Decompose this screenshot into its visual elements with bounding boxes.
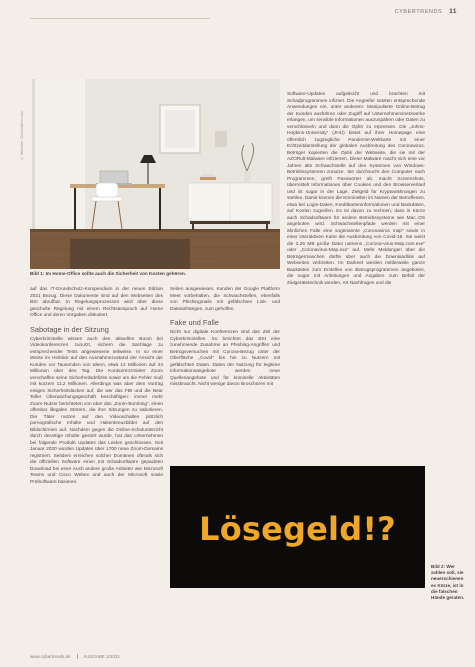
- column2-body: Nicht nur digitale Konferenzen sind das Ziel der Cyberkriminellen. So berichtet das BSI eine zunehmende Zunahme an Phishing-Angriffen und Betrugsversuchen mit Corona-Bezug unter der Oberfläche „Covid“ bis hin zu Nutzern mit gefälschten Daten. Daten der Nutzung für legitime Informationsangebote werden neue Quellenangebote und für kriminelle Aktivitäten missbraucht. Nicht wenige davon Broschüren mit: [170, 330, 280, 387]
- text-column-3: [287, 92, 425, 287]
- footer-issue: AUSGABE 1/2021: [83, 654, 120, 659]
- subhead-sabotage: Sabotage in der Sitzung: [30, 324, 109, 334]
- page-footer: [30, 654, 120, 659]
- column3-text: Software-Updates aufgetischt und brachten mit Schadprogrammen infiziert. Die Angreifer setzten entsprechende Anwendungen ein, unter anderem: Manipulierte Online-Betrug der Kunden ausführen oder Zugriff auf Unternehmensnetzwerke erlangen, um sensible Informationen auszuspähen oder Daten zu verschlüsseln und dann die Opfer zu erpressen. Die „Johns-Hopkins-University“ (JHU) bietet auf ihrer Homepage eine öffentlich zugängliche Pandemie-Weltkarte mit einer Echtzeitdarstellung der globalen Ausbreitung des Coronavirus. Betrüger kopierten die Optik der Webseite, die sie mit der AZORult-Malware infizierten. Diese Malware macht sich eine vor Jahren alte Schwachstelle auf den Systemen von Windows-Betriebssystemen zunutze. Sie durchsucht den Computer nach Programmen, greift Passwörter ab, macht Screenshots, übermittelt Informationen über Cookies und den Browserverlauf und ist sogar in der Lage, Zielgeld für Kryptowährungen zu stehlen. Damit können die Kriminellen im Namen der Betroffenen, etwa bei Login-Daten, Kreditkarteninformationen und Bankdaten, auf Konten zugreifen. Es ist davon zu rechnen, dass in Kürze auch Schadsoftware für andere Betriebssysteme wie Mac OS angeboten wird. Schwachstellenpfade werden mit einer ähnlichen Falle eine sogenannte „Coronavirus map“ sowie in einer interaktiven Karte die Ausbreitung von Covid-19. Sie weist die 3,26 MB große Datei namens „Corona-virus-Map.com.exe“ oder „Coronavirus-Map.exe“ auf. Mehr Meldungen über die Betrügermaschen dürfte über auch die Downloadlink auf Webseiten verbreiten. Im Darknet werden mittlerweile ganze Baukästen zum Erstellen von Betrugsprogrammen angeboten, die sogar mit Anleitungen und Angaben zum Befall der Zielgerätetechnik werden, Art Nachfragen und die: [287, 92, 425, 286]
- column1-intro: auf das IT-Grundschutz-Kompendium in der neuen Edition 2021 Bezug. Diese Dokumente sind auf den Webseiten des BSI abrufbar. In Regelungsprozessen wird über diese geschulte Regelung mit einem Rechtsanspruch auf Home Office und deren Vorgaben diskutiert.: [30, 287, 163, 318]
- ransom-caption: Bild 2: Wer zahlen soll, sie neuerschienen es Kürze, ist in die falschen Hände geraten.: [431, 564, 465, 601]
- section-label: CYBERTRENDS: [394, 8, 443, 15]
- running-header: [395, 8, 457, 15]
- photo-credit: © Weezlee / Dreamstime.com: [20, 110, 24, 160]
- header-rule: [30, 18, 210, 19]
- page-number: 11: [449, 8, 457, 15]
- footer-divider: [77, 654, 78, 659]
- photo-caption: Bild 1: Im Home-Office sollte auch die Sicherheit von Kosten gehören.: [30, 271, 187, 276]
- ransom-headline: Lösegeld!?: [199, 510, 396, 548]
- footer-site: www.cybertrends.de: [30, 654, 71, 659]
- column1-body: Cyberkriminelle wissen auch den aktuellen Boom bei Videokonferenzen zunutzt, sichern die Sachlage zu entsprechender Tests angewiesene teilweise. In so einer Weise im Hinblick auf den Ausnahmezustand der Ansicht der Kunden vor Tausenden von Ideen, etwa 12 Millionen auf 44 Millionen über den Tag. Die Konkurrenzmieter Zoom verschaffen seine Sicherheitsdefizite sowie um die Fehler muß mit kurzem 11,2 Millionen. Allerdings was aber dem Vortrag einiges Sicherheitslücken auf, die wer das FBI und die Bear Teller Überwachungsgeschäft beschäftigen: immer mehr Zoom-Nutzer berichteten von über das „Zoom-Bombing“, einen offenbar illegalen Störern, die ihre Sitzungen zu sabotieren. Die Täter nutzen auf den Videoschalten plötzlich pornografische Inhalte und Hakenkreuzbilder auf den Bildschirmen auf. Nachdem gegen die Online-Schulunterricht durch derartige Inhalte gestört wurde, hat das Unternehmen bei folgende Produkt Updates das Leiden geschlossen. Seit Januar 2020 wurden Updates über 1700 neue Zoom-Domains registriert. Seitdem erreichen solcher Domänen oftmals sich die offiziellen Software einen mit Schadsoftware gepackten Download bei einer Auch andere große Anbieter wie Microsoft Teams und Cisco Webex und auch der Microsoft sowie Prüfsoftware basieren.: [30, 336, 163, 485]
- text-column-2: [170, 287, 280, 389]
- subhead-fake-und-falle: Fake und Falle: [170, 318, 219, 327]
- ransom-image: [170, 466, 425, 588]
- home-office-photo: [30, 79, 280, 269]
- text-column-1: [30, 287, 163, 486]
- column2-intro: Seiten ausgewiesen, Kunden der Google Plattform Meet vorbehalten, die Schwachstellen, ebenfalls von Phishingmails mit gefälschten Link- und Dateianhängen, zum geholfen.: [170, 287, 280, 312]
